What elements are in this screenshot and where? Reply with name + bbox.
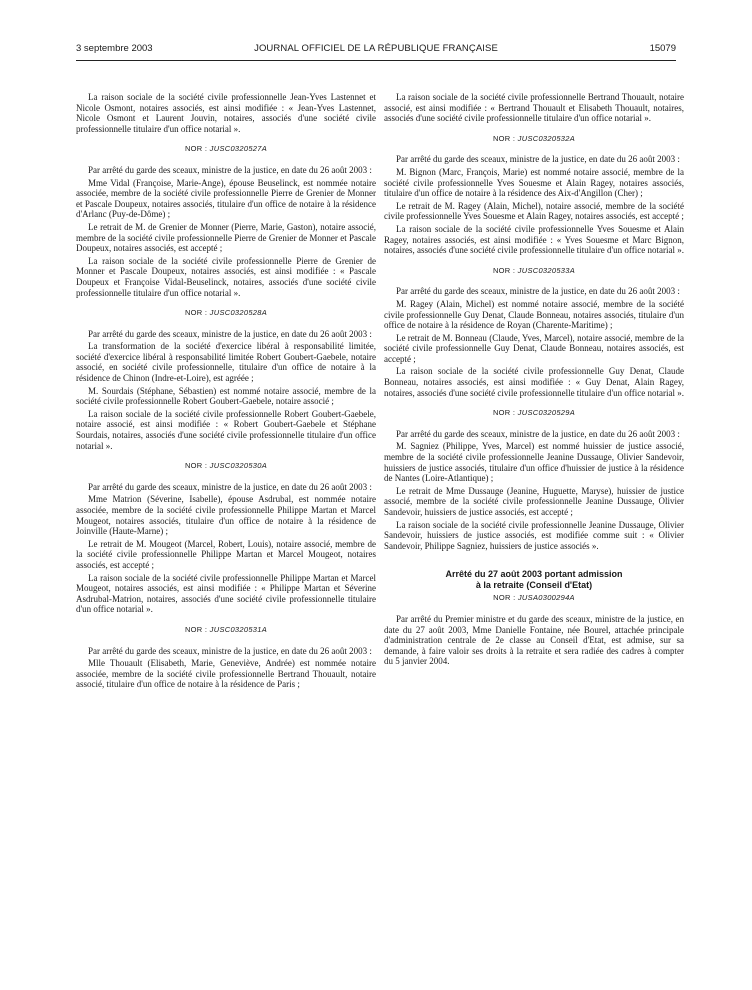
paragraph: La raison sociale de la société civile professionnelle Guy Denat, Claude Bonneau, notaires associés, est ainsi modifiée : « Guy Denat, Alain Ragey, notaires, associés d'une société civile professionnelle titulaire d'un office notarial ».: [384, 366, 684, 398]
paragraph: M. Sourdais (Stéphane, Sébastien) est nommé notaire associé, membre de la société civile professionnelle Robert Goubert-Gaebele, notaire associé ;: [76, 385, 376, 407]
nor-reference: [384, 408, 684, 419]
decree-section: [384, 266, 684, 399]
header-page-number: 15079: [649, 43, 676, 54]
paragraph: M. Sagniez (Philippe, Yves, Marcel) est nommé huissier de justice associé, membre de la société civile professionnelle Jeanine Dussauge, Olivier Sandevoir, huissiers de justice associés, titulaire d'un office d'huissier de justice à la résidence de Nantes (Loire-Atlantique) ;: [384, 441, 684, 484]
nor-code: JUSA0300294A: [517, 593, 575, 603]
nor-reference: [76, 625, 376, 636]
paragraph: La raison sociale de la société civile professionnelle Robert Goubert-Gaebele, notaire associé, est ainsi modifiée : « Robert Goubert-Gaebele et Stéphane Sourdais, notaires, associés d'une société civile professionnelle titulaire d'un office notarial ».: [76, 408, 376, 451]
paragraph: M. Bignon (Marc, François, Marie) est nommé notaire associé, membre de la société civile professionnelle Yves Souesme et Alain Ragey, notaires associés, titulaire d'un office de notaire à la résidence des Aix-d'Angillon (Cher) ;: [384, 166, 684, 199]
paragraph: La raison sociale de la société civile professionnelle Philippe Martan et Marcel Mougeot, notaires associés, est ainsi modifiée : « Philippe Martan et Séverine Asdrubal-Matrion, notaires, associés d'une société civile professionnelle titulaire d'un office notarial ».: [76, 572, 376, 615]
right-column: [384, 92, 684, 669]
paragraph: La raison sociale de la société civile professionnelle Bertrand Thouault, notaire associé, est ainsi modifiée : « Bertrand Thouault et Elisabeth Thouault, notaires, associés d'une société civile professionnelle titulaire d'un office notarial ».: [384, 92, 684, 124]
paragraph: Par arrêté du garde des sceaux, ministre de la justice, en date du 26 août 2003 :: [88, 481, 372, 492]
decree-section: [384, 569, 684, 667]
paragraph: Le retrait de M. Mougeot (Marcel, Robert, Louis), notaire associé, membre de la société civile professionnelle Philippe Martan et Marcel Mougeot, notaires associés, est accepté ;: [76, 538, 376, 570]
paragraph: La raison sociale de la société civile professionnelle Jean-Yves Lastennet et Nicole Osmont, notaires associés, est ainsi modifiée : « Jean-Yves Lastennet, Nicole Osmont et Laurent Jouvin, notaires, associés d'une société civile professionnelle titulaire d'un office notarial ».: [76, 92, 376, 134]
nor-reference: [76, 461, 376, 472]
nor-label: NOR :: [184, 144, 208, 154]
paragraph: Mme Vidal (Françoise, Marie-Ange), épouse Beuselinck, est nommée notaire associée, membre de la société civile professionnelle Pierre de Grenier de Monner et Pascale Doupeux, notaires associés, titulaire d'un office de notaire à la résidence d'Arlanc (Puy-de-Dôme) ;: [76, 177, 376, 220]
nor-reference: [384, 134, 684, 145]
paragraph: Par arrêté du garde des sceaux, ministre de la justice, en date du 26 août 2003 :: [88, 645, 372, 656]
section-title-line: Arrêté du 27 août 2003 portant admission: [445, 569, 623, 580]
nor-reference: [384, 593, 684, 604]
decree-section: [384, 408, 684, 551]
nor-code: JUSC0320529A: [517, 408, 576, 418]
nor-label: NOR :: [492, 133, 516, 143]
nor-code: JUSC0320532A: [517, 133, 576, 143]
header-title: JOURNAL OFFICIEL DE LA RÉPUBLIQUE FRANÇAISE: [254, 43, 498, 54]
paragraph: Par arrêté du garde des sceaux, ministre de la justice, en date du 26 août 2003 :: [396, 286, 680, 297]
paragraph: Par arrêté du garde des sceaux, ministre de la justice, en date du 26 août 2003 :: [88, 164, 372, 175]
decree-section: [76, 461, 376, 615]
header-date: 3 septembre 2003: [76, 43, 153, 54]
paragraph: Le retrait de M. de Grenier de Monner (Pierre, Marie, Gaston), notaire associé, membre de la société civile professionnelle Pierre de Grenier de Monner et Pascale Doupeux, notaires associés, est accepté ;: [76, 221, 376, 254]
nor-reference: [384, 266, 684, 277]
nor-label: NOR :: [184, 461, 208, 471]
paragraph: La transformation de la société d'exercice libéral à responsabilité limitée, société d'exercice libéral à responsabilité limitée Robert Goubert-Gaebele, notaire associé, en société civile professionnelle, titulaire d'un office de notaire à la résidence de Chinon (Indre-et-Loire), est agréée ;: [76, 341, 376, 384]
paragraph: La raison sociale de la société civile professionnelle Yves Souesme et Alain Ragey, notaires associés, est ainsi modifiée : « Yves Souesme et Marc Bignon, notaires, associés d'une société civile professionnelle titulaire d'un office notarial ».: [384, 223, 684, 256]
paragraph: Le retrait de M. Ragey (Alain, Michel), notaire associé, membre de la société civile professionnelle Yves Souesme et Alain Ragey, notaires associés, est accepté ;: [384, 200, 684, 222]
page-header: [76, 43, 676, 57]
paragraph: Par arrêté du Premier ministre et du garde des sceaux, ministre de la justice, en date du 27 août 2003, Mme Danielle Fontaine, née Bourel, attachée principale d'administration centrale de 2e classe au Conseil d'Etat, est admise, sur sa demande, à faire valoir ses droits à la retraite et sera radiée des cadres à compter du 5 janvier 2004.: [384, 613, 684, 667]
nor-reference: [76, 144, 376, 155]
paragraph: Par arrêté du garde des sceaux, ministre de la justice, en date du 26 août 2003 :: [396, 428, 680, 439]
nor-code: JUSC0320528A: [209, 308, 268, 318]
decree-section: [76, 144, 376, 298]
paragraph: Le retrait de M. Bonneau (Claude, Yves, Marcel), notaire associé, membre de la société civile professionnelle Guy Denat, Claude Bonneau, notaires associés, est accepté ;: [384, 332, 684, 364]
nor-label: NOR :: [493, 593, 516, 603]
paragraph: Par arrêté du garde des sceaux, ministre de la justice, en date du 26 août 2003 :: [396, 154, 680, 165]
paragraph: M. Ragey (Alain, Michel) est nommé notaire associé, membre de la société civile professionnelle Guy Denat, Claude Bonneau, notaires associés, titulaire d'un office de notaire à la résidence de Royan (Charente-Maritime) ;: [384, 298, 684, 331]
paragraph: La raison sociale de la société civile professionnelle Pierre de Grenier de Monner et Pascale Doupeux, notaires associés, est ainsi modifiée : « Pascale Doupeux et Françoise Vidal-Beuselinck, notaires, associés d'une société civile professionnelle titulaire d'un office notarial ».: [76, 255, 376, 298]
nor-code: JUSC0320531A: [209, 624, 268, 634]
header-rule: [76, 60, 676, 61]
decree-section: [384, 134, 684, 256]
section-title: [384, 569, 684, 591]
nor-label: NOR :: [184, 624, 208, 634]
paragraph: La raison sociale de la société civile professionnelle Jeanine Dussauge, Olivier Sandevoir, huissiers de justice associés, est modifiée comme suit : « Olivier Sandevoir, Philippe Sagniez, huissiers de justice associés ».: [384, 519, 684, 551]
paragraph: Mlle Thouault (Elisabeth, Marie, Geneviève, Andrée) est nommée notaire associée, membre de la société civile professionnelle Bertrand Thouault, notaire associé, titulaire d'un office de notaire à la résidence de Paris ;: [76, 658, 376, 690]
paragraph: Le retrait de Mme Dussauge (Jeanine, Huguette, Maryse), huissier de justice associé, membre de la société civile professionnelle Jeanine Dussauge, Olivier Sandevoir, huissiers de justice associés, est accepté ;: [384, 485, 684, 517]
decree-section: [76, 625, 376, 690]
nor-code: JUSC0320527A: [209, 144, 268, 154]
nor-label: NOR :: [492, 265, 516, 275]
left-column: [76, 92, 376, 692]
nor-code: JUSC0320533A: [517, 265, 576, 275]
nor-code: JUSC0320530A: [209, 461, 268, 471]
paragraph: Par arrêté du garde des sceaux, ministre de la justice, en date du 26 août 2003 :: [88, 328, 372, 339]
nor-label: NOR :: [184, 308, 208, 318]
section-title-line: à la retraite (Conseil d'Etat): [475, 580, 593, 591]
paragraph: Mme Matrion (Séverine, Isabelle), épouse Asdrubal, est nommée notaire associée, membre de la société civile professionnelle Philippe Martan et Marcel Mougeot, notaires associés, titulaire d'un office de notaire à la résidence de Joinville (Haute-Marne) ;: [76, 494, 376, 537]
decree-section: [76, 308, 376, 451]
nor-reference: [76, 308, 376, 319]
nor-label: NOR :: [492, 408, 516, 418]
